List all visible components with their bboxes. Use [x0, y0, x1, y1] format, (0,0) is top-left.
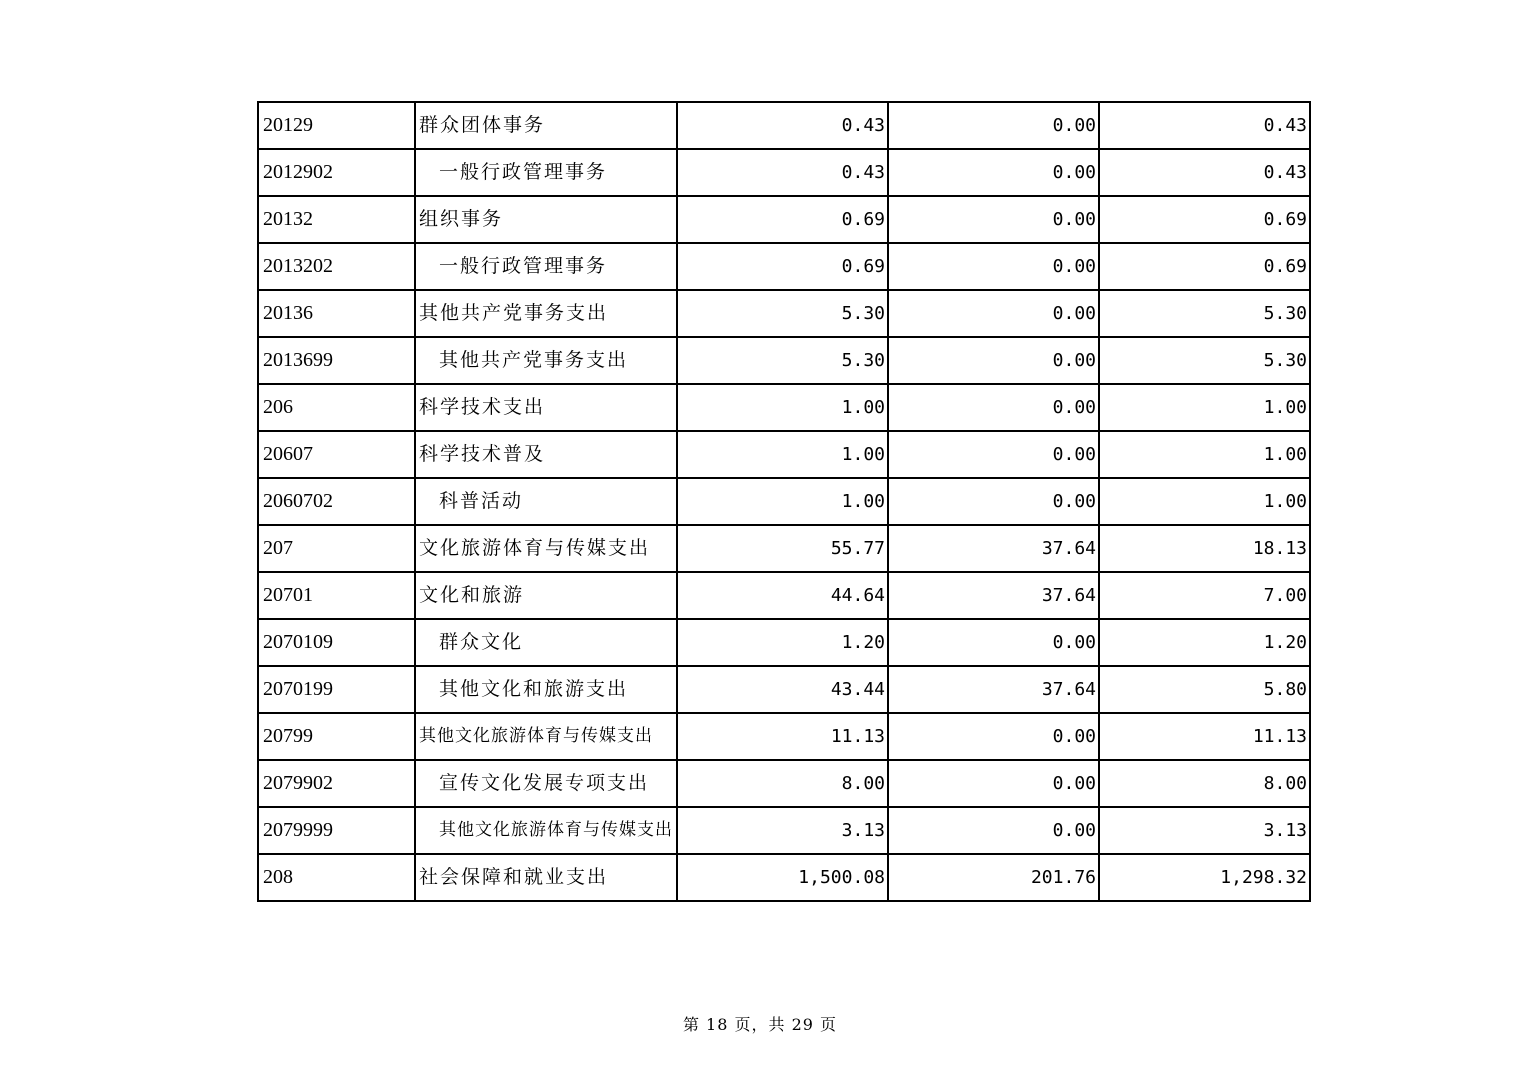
basic-amount-cell: 37.64 [888, 572, 1099, 619]
project-amount-cell: 1.00 [1099, 431, 1310, 478]
project-amount-cell: 1.00 [1099, 384, 1310, 431]
subject-name-cell: 组织事务 [415, 196, 677, 243]
total-amount-cell: 5.30 [677, 290, 888, 337]
subject-code-cell: 20701 [258, 572, 415, 619]
project-amount-cell: 18.13 [1099, 525, 1310, 572]
subject-code-cell: 20607 [258, 431, 415, 478]
subject-code-cell: 207 [258, 525, 415, 572]
table-row [258, 337, 1310, 384]
subject-code-cell: 208 [258, 854, 415, 901]
table-row [258, 807, 1310, 854]
basic-amount-cell: 0.00 [888, 478, 1099, 525]
project-amount-cell: 1,298.32 [1099, 854, 1310, 901]
project-amount-cell: 8.00 [1099, 760, 1310, 807]
subject-name-cell: 其他共产党事务支出 [415, 337, 677, 384]
table-row [258, 760, 1310, 807]
subject-code-cell: 2079902 [258, 760, 415, 807]
total-amount-cell: 55.77 [677, 525, 888, 572]
basic-amount-cell: 0.00 [888, 431, 1099, 478]
subject-code-cell: 2070199 [258, 666, 415, 713]
table-row [258, 431, 1310, 478]
basic-amount-cell: 0.00 [888, 243, 1099, 290]
subject-name-cell: 其他文化旅游体育与传媒支出 [415, 713, 677, 760]
total-amount-cell: 1.00 [677, 431, 888, 478]
subject-name-cell: 其他文化旅游体育与传媒支出 [415, 807, 677, 854]
subject-name-cell: 文化和旅游 [415, 572, 677, 619]
project-amount-cell: 1.00 [1099, 478, 1310, 525]
table-row [258, 196, 1310, 243]
total-amount-cell: 3.13 [677, 807, 888, 854]
project-amount-cell: 0.43 [1099, 102, 1310, 149]
subject-name-cell: 群众团体事务 [415, 102, 677, 149]
total-amount-cell: 0.69 [677, 196, 888, 243]
table-row [258, 149, 1310, 196]
subject-code-cell: 2013699 [258, 337, 415, 384]
table-row [258, 525, 1310, 572]
basic-amount-cell: 37.64 [888, 525, 1099, 572]
subject-name-cell: 宣传文化发展专项支出 [415, 760, 677, 807]
total-amount-cell: 1,500.08 [677, 854, 888, 901]
total-amount-cell: 11.13 [677, 713, 888, 760]
subject-code-cell: 2070109 [258, 619, 415, 666]
subject-code-cell: 20799 [258, 713, 415, 760]
project-amount-cell: 3.13 [1099, 807, 1310, 854]
project-amount-cell: 5.30 [1099, 337, 1310, 384]
basic-amount-cell: 0.00 [888, 807, 1099, 854]
page-number: 第 18 页，共 29 页 [682, 1015, 838, 1034]
subject-name-cell: 科普活动 [415, 478, 677, 525]
subject-code-cell: 206 [258, 384, 415, 431]
project-amount-cell: 0.69 [1099, 243, 1310, 290]
basic-amount-cell: 0.00 [888, 760, 1099, 807]
total-amount-cell: 0.43 [677, 102, 888, 149]
subject-name-cell: 一般行政管理事务 [415, 243, 677, 290]
table-row [258, 478, 1310, 525]
subject-name-cell: 其他共产党事务支出 [415, 290, 677, 337]
total-amount-cell: 44.64 [677, 572, 888, 619]
basic-amount-cell: 0.00 [888, 337, 1099, 384]
total-amount-cell: 0.69 [677, 243, 888, 290]
basic-amount-cell: 0.00 [888, 196, 1099, 243]
total-amount-cell: 8.00 [677, 760, 888, 807]
basic-amount-cell: 37.64 [888, 666, 1099, 713]
project-amount-cell: 7.00 [1099, 572, 1310, 619]
budget-table [257, 101, 1311, 902]
subject-name-cell: 群众文化 [415, 619, 677, 666]
total-amount-cell: 5.30 [677, 337, 888, 384]
table-row [258, 243, 1310, 290]
table-row [258, 666, 1310, 713]
table-row [258, 854, 1310, 901]
table-row [258, 384, 1310, 431]
subject-name-cell: 社会保障和就业支出 [415, 854, 677, 901]
project-amount-cell: 11.13 [1099, 713, 1310, 760]
subject-code-cell: 20129 [258, 102, 415, 149]
total-amount-cell: 43.44 [677, 666, 888, 713]
total-amount-cell: 1.00 [677, 478, 888, 525]
table-row [258, 102, 1310, 149]
basic-amount-cell: 0.00 [888, 102, 1099, 149]
table-row [258, 290, 1310, 337]
table-body [258, 102, 1310, 901]
basic-amount-cell: 0.00 [888, 619, 1099, 666]
project-amount-cell: 5.80 [1099, 666, 1310, 713]
subject-code-cell: 2079999 [258, 807, 415, 854]
subject-code-cell: 2060702 [258, 478, 415, 525]
subject-name-cell: 科学技术普及 [415, 431, 677, 478]
basic-amount-cell: 201.76 [888, 854, 1099, 901]
project-amount-cell: 0.43 [1099, 149, 1310, 196]
basic-amount-cell: 0.00 [888, 384, 1099, 431]
subject-name-cell: 其他文化和旅游支出 [415, 666, 677, 713]
subject-code-cell: 20136 [258, 290, 415, 337]
project-amount-cell: 1.20 [1099, 619, 1310, 666]
project-amount-cell: 0.69 [1099, 196, 1310, 243]
subject-code-cell: 2012902 [258, 149, 415, 196]
subject-name-cell: 一般行政管理事务 [415, 149, 677, 196]
project-amount-cell: 5.30 [1099, 290, 1310, 337]
total-amount-cell: 1.00 [677, 384, 888, 431]
table-row [258, 619, 1310, 666]
subject-code-cell: 20132 [258, 196, 415, 243]
basic-amount-cell: 0.00 [888, 149, 1099, 196]
basic-amount-cell: 0.00 [888, 713, 1099, 760]
subject-name-cell: 科学技术支出 [415, 384, 677, 431]
subject-code-cell: 2013202 [258, 243, 415, 290]
basic-amount-cell: 0.00 [888, 290, 1099, 337]
subject-name-cell: 文化旅游体育与传媒支出 [415, 525, 677, 572]
table-row [258, 713, 1310, 760]
table-row [258, 572, 1310, 619]
total-amount-cell: 1.20 [677, 619, 888, 666]
total-amount-cell: 0.43 [677, 149, 888, 196]
